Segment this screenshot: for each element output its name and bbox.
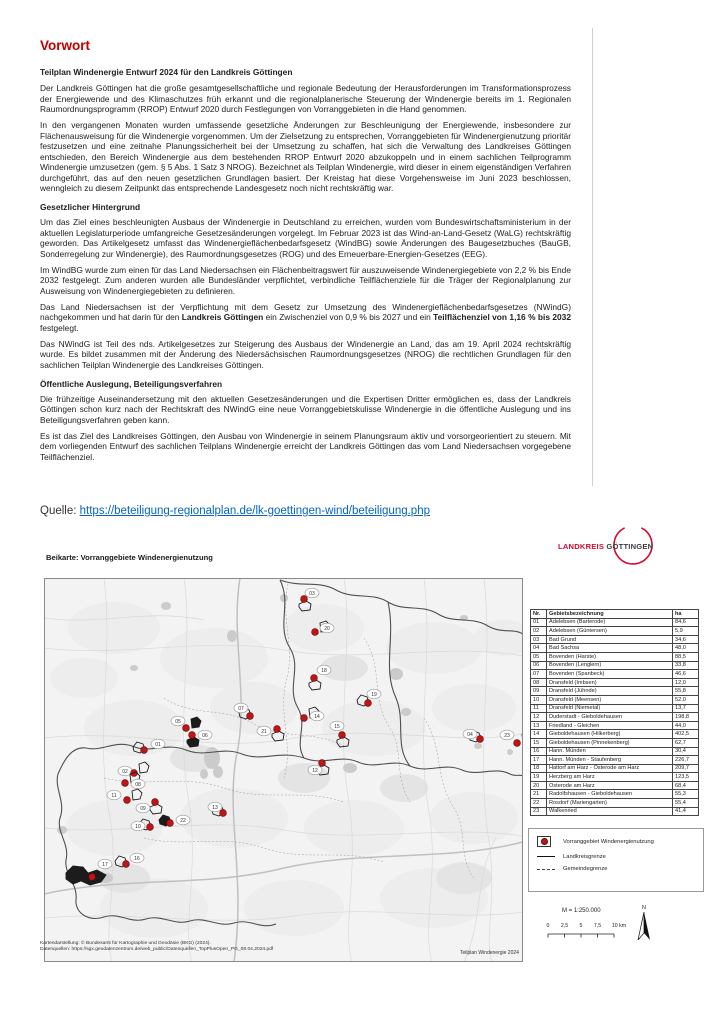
table-row	[531, 730, 699, 739]
area-size: 30,4	[673, 747, 699, 756]
table-row	[531, 738, 699, 747]
marker-number: 07	[238, 705, 244, 712]
paragraph-participation-1: Die frühzeitige Auseinandersetzung mit den aktuellen Gesetzesänderungen und die Expertisen Dritter ermöglichen es, dass der Landkreis Göttingen schon kurz nach der Rechtskraft des NWindG eine neue Vorranggebietskulisse Windenergie in die öffentliche Auslegung und ins Beteiligungsverfahren geben kann.	[40, 393, 571, 425]
area-name: Friedland - Gleichen	[547, 721, 673, 730]
table-row	[531, 627, 699, 636]
marker-number: 03	[309, 590, 315, 597]
table-row	[531, 807, 699, 816]
area-size: 402,5	[673, 730, 699, 739]
paragraph-intro-1: Der Landkreis Göttingen hat die große gesamtgesellschaftliche und regionale Bedeutung der Herausforderungen im Transformationsprozess der Energiewende und des Klimaschutzes früh erkannt und die regionalplanerische Steuerung der Windenergie bereits im 1. Regionalen Raumordnungsprogramm (RROP) Entwurf 2020 durch Festlegungen von Vorranggebieten in die Hand genommen.	[40, 83, 571, 115]
legend-label: Vorranggebiet Windenergienutzung	[563, 838, 654, 845]
marker-number: 06	[202, 732, 208, 739]
table-row	[531, 618, 699, 627]
area-name: Bad Sachsa	[547, 644, 673, 653]
table-row	[531, 747, 699, 756]
table-row	[531, 781, 699, 790]
svg-text:N: N	[642, 905, 646, 911]
area-size: 123,5	[673, 773, 699, 782]
area-size: 226,7	[673, 756, 699, 765]
marker-number: 20	[324, 625, 330, 632]
area-name: Adelebsen (Güntersen)	[547, 627, 673, 636]
col-header-nr: Nr.	[531, 610, 547, 619]
area-size: 55,8	[673, 687, 699, 696]
section-heading-legal: Gesetzlicher Hintergrund	[40, 201, 141, 212]
area-number: 07	[531, 670, 547, 679]
area-size: 48,0	[673, 644, 699, 653]
area-number: 01	[531, 618, 547, 627]
area-number: 23	[531, 807, 547, 816]
area-name: Bovenden (Lenglern)	[547, 661, 673, 670]
area-name: Dransfeld (Imbsen)	[547, 678, 673, 687]
marker-number: 12	[312, 767, 318, 774]
area-number: 15	[531, 738, 547, 747]
area-name: Hattorf am Harz - Osterode am Harz	[547, 764, 673, 773]
area-name: Osterode am Harz	[547, 781, 673, 790]
area-number: 09	[531, 687, 547, 696]
marker-number: 13	[212, 804, 218, 811]
paragraph-legal-1: Um das Ziel eines beschleunigten Ausbaus der Windenergie in Deutschland zu erreichen, wurden vom Bundeswirtschaftsministerium in der aktuellen Legislaturperiode umfangreiche Gesetzesänderungen vorgelegt. Im Februar 2023 ist das Wind-an-Land-Gesetz (WaLG) rechtskräftig geworden. Das Artikelgesetz umfasst das Windenergieflächenbedarfsgesetz (WindBG) sowie Änderungen des Baugesetzbuches (BauGB, Sonderregelung zur Windenergie), des Raumordnungsgesetzes (ROG) und des Erneuerbare-Energien-Gesetzes (EEG).	[40, 216, 571, 259]
paragraph-legal-4: Das NWindG ist Teil des nds. Artikelgesetzes zur Steigerung des Ausbaus der Windenergie an Land, das am 19. April 2024 rechtskräftig wurde. Es bildet zusammen mit der Änderung des Niedersächsischen Raumordnungsgesetzes (NROG) die rechtlichen Grundlagen für den sachlichen Teilplan Windenergie des Landkreises Göttingen.	[40, 338, 571, 371]
area-name: Hann. Münden - Staufenberg	[547, 756, 673, 765]
marker-number: 21	[261, 728, 267, 735]
area-number: 06	[531, 661, 547, 670]
foreword-text-column	[40, 38, 571, 468]
legend-swatch	[537, 836, 557, 847]
marker-number: 11	[111, 792, 117, 799]
table-row	[531, 687, 699, 696]
source-line	[40, 505, 430, 517]
table-header-row	[531, 610, 699, 619]
scale-svg	[538, 900, 708, 946]
area-size: 52,0	[673, 695, 699, 704]
legend-label: Gemeindegrenze	[563, 866, 608, 872]
svg-text:10 km: 10 km	[611, 923, 627, 929]
svg-text:2,5: 2,5	[560, 923, 569, 929]
vorranggebiet-dot	[147, 824, 154, 831]
target-post: festgelegt.	[40, 322, 79, 333]
table-row	[531, 773, 699, 782]
area-size: 34,6	[673, 635, 699, 644]
area-size: 12,0	[673, 678, 699, 687]
area-name: Radolfshausen - Gieboldehausen	[547, 790, 673, 799]
area-size: 5,9	[673, 627, 699, 636]
marker-number: 14	[314, 713, 320, 720]
table-row	[531, 756, 699, 765]
area-number: 14	[531, 730, 547, 739]
table-row	[531, 678, 699, 687]
paragraph-legal-2: Im WindBG wurde zum einen für das Land Niedersachsen ein Flächenbeitragswert für auszuweisende Windenergiegebiete von 2,2 % bis Ende 2032 festgelegt. Zum anderen wurden alle Bundesländer verpflichtet, verbindliche Teilflächenziele für die Träger der Regionalplanung zur Ausweisung von Windenergiegebieten zu definieren.	[40, 264, 571, 296]
vorranggebiet-dot	[220, 810, 227, 817]
area-size: 41,4	[673, 807, 699, 816]
area-number: 02	[531, 627, 547, 636]
vorranggebiet-dot	[339, 732, 346, 739]
marker-number: 08	[135, 781, 141, 788]
vorranggebiet-dot-icon	[537, 836, 551, 847]
area-name: Dransfeld (Niemetal)	[547, 704, 673, 713]
area-size: 46,6	[673, 670, 699, 679]
vorranggebiet-dot	[123, 861, 130, 868]
table-row	[531, 704, 699, 713]
target-bold-ziel: Teilflächenziel von 1,16 % bis 2032	[433, 312, 571, 323]
svg-text:5: 5	[579, 923, 583, 929]
area-size: 198,8	[673, 713, 699, 722]
area-size: 88,5	[673, 652, 699, 661]
marker-number: 01	[155, 741, 161, 748]
marker-number: 16	[134, 855, 140, 862]
vorranggebiet-dot	[274, 726, 281, 733]
target-pre: Das Land Niedersachsen ist der Verpflichtung mit dem Gesetz zur Umsetzung des Windenergieflächenbedarfsgesetzes (NWindG) nachgekommen und hat darin für den	[40, 301, 571, 323]
logo-text-landkreis: LANDKREIS	[558, 542, 605, 551]
area-number: 22	[531, 799, 547, 808]
scale-ratio: M = 1:250.000	[562, 908, 601, 914]
col-header-ha: ha	[673, 610, 699, 619]
vorranggebiet-dot	[141, 747, 148, 754]
area-number: 20	[531, 781, 547, 790]
vorranggebiet-dot	[124, 797, 131, 804]
area-number: 16	[531, 747, 547, 756]
vorranggebiet-dot	[152, 799, 159, 806]
map-svg	[44, 578, 523, 962]
table-row	[531, 670, 699, 679]
vorranggebiet-dot	[122, 780, 129, 787]
legend-label: Landkreisgrenze	[563, 853, 606, 860]
credit-line-2: Datenquellen: https://sgx.geodatenzentrum.de/web_public/Datenquellen_TopPlusOpen_PG_08.04.2024.pdf	[40, 947, 274, 953]
area-table	[530, 609, 699, 816]
vorranggebiet-dot	[189, 732, 196, 739]
area-number: 03	[531, 635, 547, 644]
vorranggebiet-dot	[311, 675, 318, 682]
marker-number: 15	[334, 723, 340, 730]
landkreisgrenze-line-icon	[537, 856, 555, 857]
area-name: Hann. Münden	[547, 747, 673, 756]
vorranggebiet-dot	[301, 596, 308, 603]
area-name: Adelebsen (Barterode)	[547, 618, 673, 627]
legend-item	[537, 866, 695, 872]
area-number: 10	[531, 695, 547, 704]
document-subtitle: Teilplan Windenergie Entwurf 2024 für den Landkreis Göttingen	[40, 67, 293, 77]
col-header-gebiet: Gebietsbezeichnung	[547, 610, 673, 619]
area-name: Gieboldehausen (Pinnekenberg)	[547, 738, 673, 747]
area-name: Bad Grund	[547, 635, 673, 644]
marker-number: 02	[122, 768, 128, 775]
vorranggebiet-dot	[301, 715, 308, 722]
area-size: 13,7	[673, 704, 699, 713]
map-legend-items	[537, 836, 695, 872]
area-number: 19	[531, 773, 547, 782]
gemeindegrenze-line-icon	[537, 869, 555, 870]
vorranggebiet-dot	[319, 760, 326, 767]
table-row	[531, 790, 699, 799]
marker-number: 04	[467, 731, 473, 738]
area-number: 05	[531, 652, 547, 661]
page-right-border	[592, 28, 593, 486]
marker-number: 05	[175, 718, 181, 725]
area-name: Dransfeld (Jühnde)	[547, 687, 673, 696]
target-bold-landkreis: Landkreis Göttingen	[181, 312, 264, 323]
map-canvas	[44, 578, 523, 962]
table-row	[531, 652, 699, 661]
area-size: 55,4	[673, 799, 699, 808]
legend-swatch	[537, 869, 557, 870]
paragraph-intro-2: In den vergangenen Monaten wurden umfassende gesetzliche Änderungen zur Beschleunigung der Energiewende, insbesondere zur Flächenausweisung für die Windenergie vorgenommen. Um der Zielsetzung zu entsprechen, Vorranggebieten für Windenergienutzung prioritär festzusetzen und eine zeitnahe Planungssicherheit bei der Umsetzung zu schaffen, hat sich die Verwaltung des Landkreises Göttingen entschieden, den Bereich Windenergie aus dem bestehenden RROP Entwurf 2020 abzukoppeln und in einem sachlichen Teilprogramm Windenergie umzusetzen (gem. § 5 Abs. 1 Satz 3 NROG). Bezeichnet als Teilplan Windenergie, wird dieser in einem eigenständigen Verfahren durchgeführt, das auf den neuen gesetzlichen Grundlagen basiert. Der Kreistag hat diese Vorgehensweise im Juni 2023 beschlossen, wenngleich zu diesem Zeitpunkt das entsprechende Landesgesetz noch nicht rechtskräftig war.	[40, 120, 571, 194]
area-number: 12	[531, 713, 547, 722]
section-heading-participation: Öffentliche Auslegung, Beteiligungsverfahren	[40, 378, 223, 389]
area-name: Dransfeld (Meensen)	[547, 695, 673, 704]
vorranggebiet-dot	[365, 700, 372, 707]
area-size: 55,3	[673, 790, 699, 799]
table-row	[531, 661, 699, 670]
area-name: Bovenden (Harste)	[547, 652, 673, 661]
table-row	[531, 721, 699, 730]
marker-number: 19	[371, 691, 377, 698]
vorranggebiet-dot	[247, 713, 254, 720]
map-heading: Beikarte: Vorranggebiete Windenergienutzung	[46, 553, 213, 562]
table-row	[531, 713, 699, 722]
logo-text	[558, 542, 653, 551]
area-table-body	[531, 618, 699, 816]
marker-number: 09	[140, 805, 146, 812]
area-number: 08	[531, 678, 547, 687]
vorranggebiet-dot	[312, 629, 319, 636]
svg-text:7,5: 7,5	[593, 923, 602, 929]
area-name: Bovenden (Spanbeck)	[547, 670, 673, 679]
source-label: Quelle:	[40, 505, 77, 517]
area-number: 17	[531, 756, 547, 765]
north-arrow-icon	[638, 905, 650, 940]
vorranggebiet-dot	[477, 736, 484, 743]
area-size: 33,8	[673, 661, 699, 670]
area-name: Rosdorf (Mariengarten)	[547, 799, 673, 808]
legend-swatch	[537, 856, 557, 857]
legend-item	[537, 836, 695, 847]
marker-number: 10	[135, 823, 141, 830]
svg-text:0: 0	[546, 923, 550, 929]
area-number: 04	[531, 644, 547, 653]
marker-number: 17	[102, 861, 108, 868]
area-number: 21	[531, 790, 547, 799]
area-number: 18	[531, 764, 547, 773]
vorranggebiet-dot	[89, 874, 96, 881]
target-mid: ein Zwischenziel von 0,9 % bis 2027 und ein	[263, 312, 434, 323]
area-size: 68,4	[673, 781, 699, 790]
source-link[interactable]: https://beteiligung-regionalplan.de/lk-goettingen-wind/beteiligung.php	[79, 505, 430, 517]
table-row	[531, 644, 699, 653]
paragraph-legal-3	[40, 302, 571, 334]
scale-bar-icon	[548, 934, 614, 938]
area-name: Herzberg am Harz	[547, 773, 673, 782]
area-name: Gieboldehausen (Hilkerberg)	[547, 730, 673, 739]
table-row	[531, 635, 699, 644]
page-title: Vorwort	[40, 38, 90, 53]
area-number: 11	[531, 704, 547, 713]
map-legend	[528, 828, 704, 892]
area-name: Walkenried	[547, 807, 673, 816]
marker-number: 18	[321, 667, 327, 674]
credit-line-1: Kartendarstellung: © Bundesamt für Kartographie und Geodäsie (BKG) (2024).	[40, 941, 211, 946]
logo-text-goettingen: GÖTTINGEN	[606, 542, 654, 551]
marker-number: 22	[180, 817, 186, 824]
map-credits	[40, 941, 273, 954]
area-size: 84,6	[673, 618, 699, 627]
area-size: 44,0	[673, 721, 699, 730]
vorranggebiet-dot	[183, 725, 190, 732]
credit-plan-title: Teilplan Windenergie 2024	[460, 950, 519, 956]
vorranggebiet-dot	[167, 820, 174, 827]
landkreis-goettingen-logo	[556, 522, 686, 570]
table-row	[531, 764, 699, 773]
area-size: 209,7	[673, 764, 699, 773]
paragraph-participation-2: Es ist das Ziel des Landkreises Göttingen, den Ausbau von Windenergie in seinem Planungsraum aktiv und vorsorgeorientiert zu steuern. Mit dem vorliegenden Entwurf des sachlichen Teilplans Windenergie erreicht der Landkreis Göttingen das vom Land Niedersachsen vorgegebene Teilflächenziel.	[40, 430, 571, 462]
scale-tick-labels	[547, 923, 627, 929]
vorranggebiet-dot	[514, 740, 521, 747]
map-scale	[538, 900, 708, 951]
table-row	[531, 799, 699, 808]
marker-number: 23	[504, 732, 510, 739]
area-name: Duderstadt - Gieboldehausen	[547, 713, 673, 722]
table-row	[531, 695, 699, 704]
area-number: 13	[531, 721, 547, 730]
legend-item	[537, 854, 695, 860]
area-size: 62,7	[673, 738, 699, 747]
